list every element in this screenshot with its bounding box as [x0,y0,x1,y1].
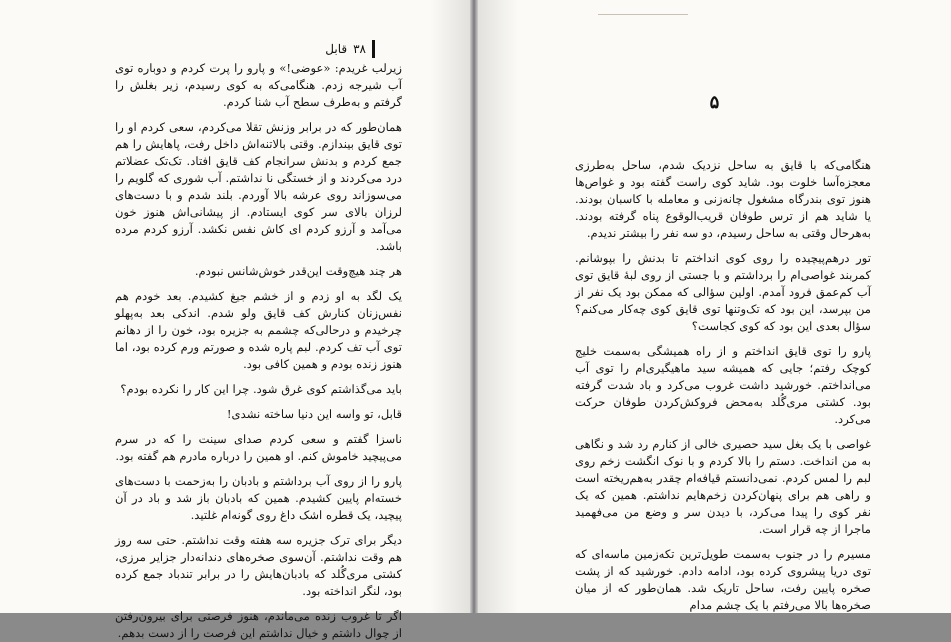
paragraph: غواصی با یک بغل سید حصیری خالی از کنارم رد شد و نگاهی به من انداخت. دستم را بالا کردم و با نوک انگشت زخم روی لبم را لمس کردم. نمی‌دانستم قیافه‌ام چقدر به‌هم‌ریخته است و راهی هم برای پنهان‌کردن زخم‌هایم نداشتم. همین که یک نفر کوی را پیدا می‌کرد، با دیدن سر و وضع من می‌فهمید ماجرا از چه قرار است. [575,437,871,536]
paragraph: باید می‌گذاشتم کوی غرق شود. چرا این کار را نکرده بودم؟ [120,382,402,396]
right-page [478,0,951,613]
book-gutter [470,0,478,613]
paragraph: زیرلب غریدم: «عوضی!» و پارو را پرت کردم و دوباره توی آب شیرجه زدم. هنگامی‌که به کوی رسیدم، زیر بغلش را گرفتم و به‌طرف سطح آب شنا کردم. [115,61,402,109]
paragraph: همان‌طور که در برابر وزنش تقلا می‌کردم، سعی کردم او را توی قایق بیندازم. وقتی بالاتنه‌اش داخل رفت، پاهایش را هم جمع کردم و بدنش سرانجام کف قایق افتاد. تک‌تک عضلاتم درد می‌کردند و از خستگی نا نداشتم. آب شوری که گلویم را می‌سوزاند روی عرشه بالا آوردم. بلند شدم و با دست‌های لرزان بالای سر کوی ایستادم. از پیشانی‌اش هنوز خون می‌آمد و آرزو کردم ای کاش نفس نکشد. آرزو کردم مرده باشد. [115,120,402,253]
paragraph: مسیرم را در جنوب به‌سمت طویل‌ترین تکه‌زمین ماسه‌ای که توی دریا پیشروی کرده بود، ادامه دادم. خورشید که از پشت صخره پایین رفت، ساحل تاریک شد. همان‌طور که از میان صخره‌ها بالا می‌رفتم با یک چشم مدام [575,547,871,612]
paragraph: پارو را از روی آب برداشتم و بادبان را به‌زحمت با دست‌های خسته‌ام پایین کشیدم. همین که بادبان باز شد و باد در آن پیچید، یک قطره اشک داغ روی گونه‌ام غلتید. [115,474,402,522]
chapter-number: ۵ [709,92,720,113]
paragraph: یک لگد به او زدم و از خشم جیغ کشیدم. بعد خودم هم نفس‌زنان کنارش کف قایق ولو شدم. اندکی بعد به‌پهلو چرخیدم و درحالی‌که چشمم به جزیره بود، خون را از دهانم توی آب تف کردم. لبم پاره شده و صورتم ورم کرده بود، اما هنوز زنده بودم و همین کافی بود. [115,289,402,371]
header-bar [372,40,375,58]
paragraph: هنگامی‌که با قایق به ساحل نزدیک شدم، ساحل به‌طرزی معجزه‌آسا خلوت بود. شاید کوی راست گفته بود و غواص‌ها هنوز توی بندرگاه مشغول چانه‌زنی و معامله با کاسبان بودند. یا شاید هم از ترس طوفان قریب‌الوقوع پناه گرفته بودند. به‌هرحال وقتی به ساحل رسیدم، دو سه نفر را بیشتر ندیدم. [575,158,871,240]
paragraph: ناسزا گفتم و سعی کردم صدای سینت را که در سرم می‌پیچید خاموش کنم. او همین را درباره مادرم هم گفته بود. [115,432,402,463]
paragraph: هر چند هیچ‌وقت این‌قدر خوش‌شانس نبودم. [194,264,402,278]
left-page [0,0,470,640]
paragraph: قابل، تو واسه این دنیا ساخته نشدی! [226,407,402,421]
paragraph: تور درهم‌پیچیده را روی کوی انداختم تا بدنش را بپوشانم. کمربند غواصی‌ام را برداشتم و با جستی از روی لبهٔ قایق توی آب کم‌عمق فرود آمدم. اولین سؤالی که ممکن بود یک نفر از من بپرسد، این بود که تک‌وتنها توی قایق کوی چه‌کار می‌کنم؟ سؤال بعدی این بود که کوی کجاست؟ [575,251,871,333]
page-number: ۳۸ [353,42,366,56]
running-title: قابل [325,42,348,56]
paragraph: اگر تا غروب زنده می‌ماندم، هنوز فرصتی برای بیرون‌رفتن از چوال داشتم و خیال نداشتم این فرصت را از دست بدهم. [115,609,402,640]
paragraph: پارو را توی قایق انداختم و از راه همیشگی به‌سمت خلیج کوچک رفتم؛ جایی که همیشه سید ماهیگیری‌ام را توی آب می‌انداختم. خورشید داشت غروب می‌کرد و باد شدت گرفته بود. کشتی مری‌گُلد به‌محض فروکش‌کردن طوفان حرکت می‌کرد. [575,344,871,426]
paragraph: دیگر برای ترک جزیره سه هفته وقت نداشتم. حتی سه روز هم وقت نداشتم. آن‌سوی صخره‌های دندانه‌دار جزایر مرزی، کشتی مری‌گُلد که بادبان‌هایش را در برابر تندباد جمع کرده بود، لنگر انداخته بود. [115,533,402,598]
page-header [325,40,375,58]
left-page-text [115,60,402,642]
right-page-text [575,157,871,614]
pencil-mark [598,14,688,15]
